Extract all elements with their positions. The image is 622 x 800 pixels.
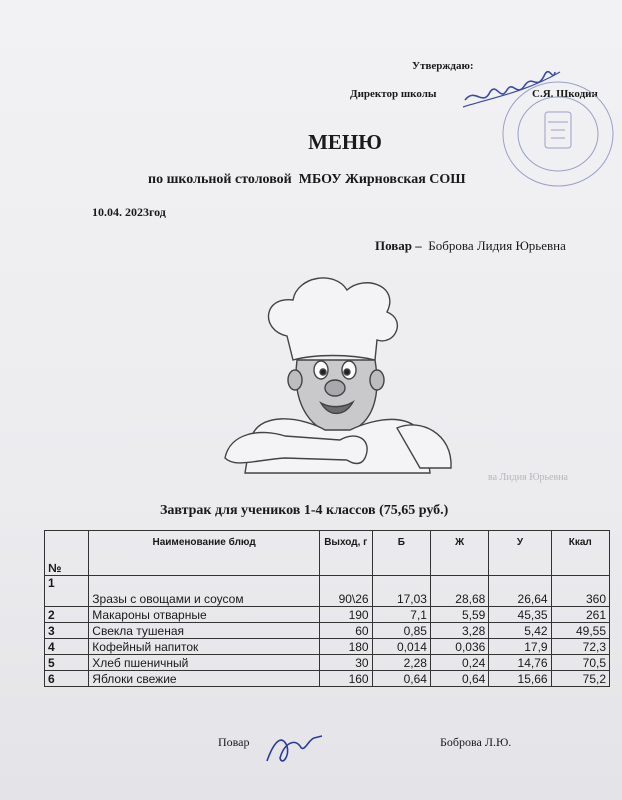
dish-protein: 7,1 (372, 607, 430, 623)
col-header-kcal: Ккал (551, 531, 609, 576)
menu-table (44, 530, 610, 687)
meal-title: Завтрак для учеников 1-4 классов (75,65 руб.) (160, 503, 449, 518)
approve-label: Утверждаю: (412, 60, 474, 72)
dish-kcal: 72,3 (551, 639, 609, 655)
table-header-row (45, 531, 610, 576)
dish-name: Кофейный напиток (89, 639, 320, 655)
dish-fat: 28,68 (430, 576, 488, 607)
dish-fat: 3,28 (430, 623, 488, 639)
table-row (45, 623, 610, 639)
dish-output: 30 (319, 655, 372, 671)
table-row (45, 576, 610, 607)
footer-cook-label: Повар (218, 735, 250, 749)
dish-carbs: 45,35 (489, 607, 551, 623)
dish-name: Макароны отварные (89, 607, 320, 623)
col-header-fat: Ж (430, 531, 488, 576)
page-subtitle (148, 172, 466, 188)
dish-carbs: 14,76 (489, 655, 551, 671)
dish-carbs: 5,42 (489, 623, 551, 639)
page-title: МЕНЮ (308, 130, 382, 154)
dish-output: 160 (319, 671, 372, 687)
director-title: Директор школы (350, 88, 437, 100)
director-name: С.Я. Шкодин (532, 88, 598, 100)
table-row (45, 639, 610, 655)
col-header-protein: Б (372, 531, 430, 576)
row-number: 6 (45, 671, 89, 687)
dish-carbs: 17,9 (489, 639, 551, 655)
dish-name: Свекла тушеная (89, 623, 320, 639)
dish-output: 90\26 (319, 576, 372, 607)
dish-name: Яблоки свежие (89, 671, 320, 687)
chef-illustration (215, 268, 465, 478)
dish-kcal: 70,5 (551, 655, 609, 671)
col-header-carbs: У (489, 531, 551, 576)
dish-kcal: 261 (551, 607, 609, 623)
table-row (45, 671, 610, 687)
dish-carbs: 15,66 (489, 671, 551, 687)
dish-fat: 0,24 (430, 655, 488, 671)
dish-output: 60 (319, 623, 372, 639)
footer-cook-name: Боброва Л.Ю. (440, 735, 512, 749)
dish-name: Хлеб пшеничный (89, 655, 320, 671)
dish-output: 190 (319, 607, 372, 623)
dish-protein: 0,64 (372, 671, 430, 687)
dish-protein: 2,28 (372, 655, 430, 671)
table-row (45, 655, 610, 671)
row-number: 1 (45, 576, 89, 607)
subtitle-prefix: по школьной столовой (148, 172, 292, 187)
cook-label: Повар – (375, 238, 422, 253)
dish-name: Зразы с овощами и соусом (89, 576, 320, 607)
row-number: 5 (45, 655, 89, 671)
dish-kcal: 49,55 (551, 623, 609, 639)
dish-protein: 17,03 (372, 576, 430, 607)
dish-kcal: 360 (551, 576, 609, 607)
faint-background-text: ва Лидия Юрьевна (488, 472, 568, 483)
dish-protein: 0,85 (372, 623, 430, 639)
col-header-dish: Наименование блюд (89, 531, 320, 576)
table-row (45, 607, 610, 623)
col-header-number: № (45, 531, 89, 576)
menu-date: 10.04. 2023год (92, 205, 166, 219)
school-name: МБОУ Жирновская СОШ (298, 172, 466, 187)
row-number: 2 (45, 607, 89, 623)
dish-fat: 0,64 (430, 671, 488, 687)
cook-name: Боброва Лидия Юрьевна (428, 238, 566, 253)
dish-fat: 5,59 (430, 607, 488, 623)
dish-fat: 0,036 (430, 639, 488, 655)
dish-kcal: 75,2 (551, 671, 609, 687)
director-signature-and-seal (455, 52, 622, 192)
cook-signature (262, 726, 332, 771)
dish-output: 180 (319, 639, 372, 655)
row-number: 3 (45, 623, 89, 639)
row-number: 4 (45, 639, 89, 655)
col-header-output: Выход, г (319, 531, 372, 576)
dish-protein: 0,014 (372, 639, 430, 655)
cook-line (375, 238, 566, 254)
dish-carbs: 26,64 (489, 576, 551, 607)
